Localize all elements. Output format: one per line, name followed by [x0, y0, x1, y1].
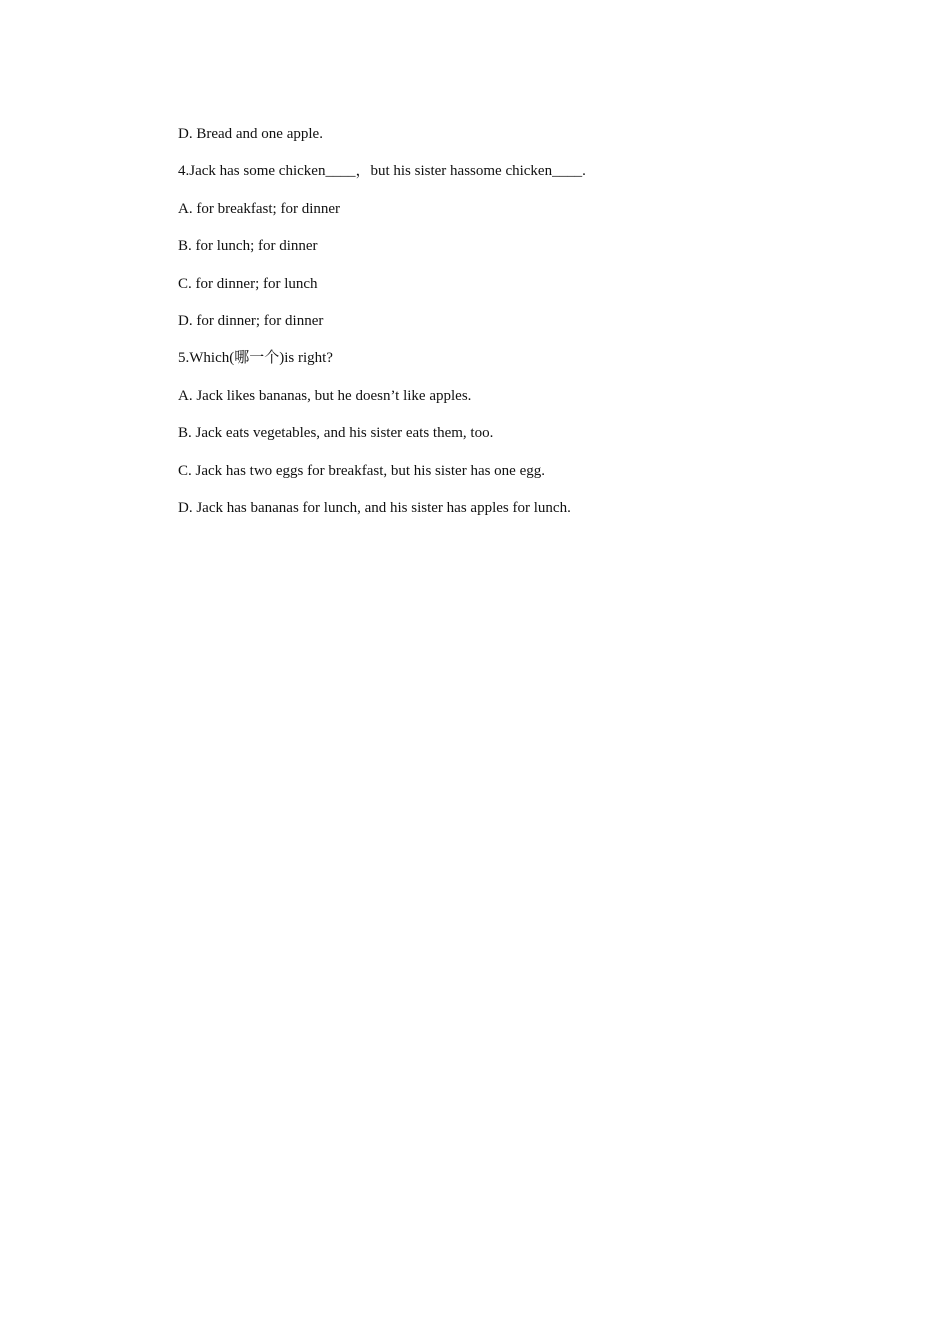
q4-question: 4.Jack has some chicken____，but his sister hassome chicken____.	[178, 163, 586, 180]
q3-option-d: D. Bread and one apple.	[178, 126, 323, 142]
q4-option-c: C. for dinner; for lunch	[178, 275, 318, 292]
q4-option-a: A. for breakfast; for dinner	[178, 200, 341, 217]
q4-option-b: B. for lunch; for dinner	[178, 238, 318, 255]
q4-option-d: D. for dinner; for dinner	[178, 312, 324, 329]
q5-option-b: B. Jack eats vegetables, and his sister eats them, too.	[178, 425, 494, 442]
q5-option-d: D. Jack has bananas for lunch, and his sister has apples for lunch.	[178, 499, 571, 516]
q5-option-c: C. Jack has two eggs for breakfast, but his sister has one egg.	[178, 462, 546, 479]
q5-option-a: A. Jack likes bananas, but he doesn’t like apples.	[178, 387, 472, 404]
q5-question: 5.Which(哪一个)is right?	[178, 350, 333, 367]
question-content	[178, 123, 798, 534]
